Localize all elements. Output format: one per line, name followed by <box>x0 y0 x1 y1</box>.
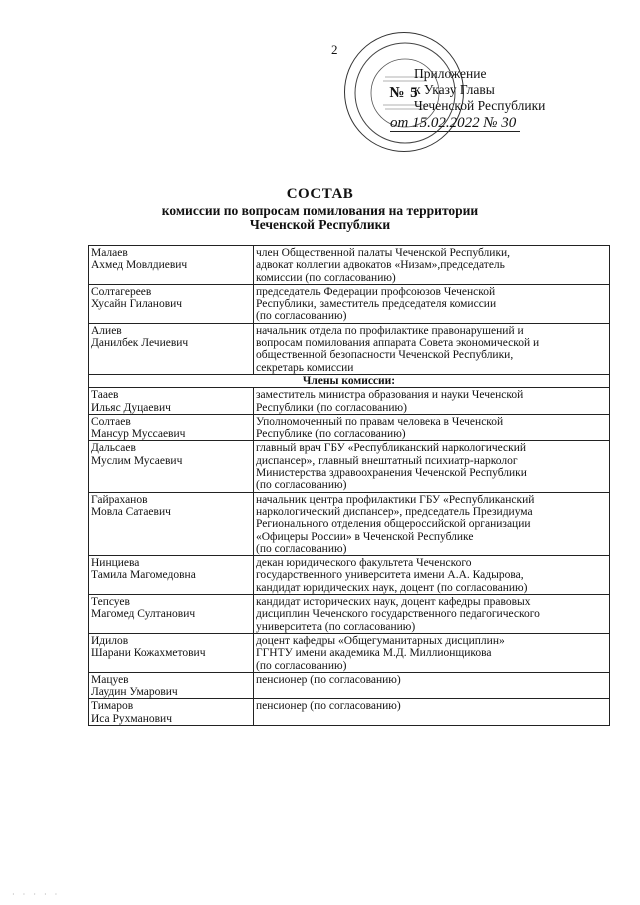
member-position-line: наркологический диспансер», председатель Президиума <box>256 505 533 518</box>
member-position-line: (по согласованию) <box>256 659 347 672</box>
member-given-names: Ахмед Мовлдиевич <box>91 259 188 272</box>
member-given-names: Магомед Султанович <box>91 608 196 621</box>
member-given-names: Хусайн Гиланович <box>91 298 183 311</box>
members-section-heading: Члены комиссии: <box>89 374 610 387</box>
member-position-line: диспансер», главный внештатный психиатр-нарколог <box>256 454 518 467</box>
member-name-cell <box>89 414 254 441</box>
member-given-names: Ильяс Дуцаевич <box>91 401 171 414</box>
member-position-line: начальник центра профилактики ГБУ «Республиканский <box>256 493 535 506</box>
member-position-cell <box>254 388 610 415</box>
member-given-names: Мансур Муссаевич <box>91 428 186 441</box>
member-name-cell <box>89 672 254 699</box>
member-position-line: государственного университета имени А.А. Кадырова, <box>256 569 524 582</box>
member-name-cell <box>89 246 254 285</box>
roster-row <box>89 246 610 285</box>
member-position-cell <box>254 556 610 595</box>
member-position-line: ГГНТУ имени академика М.Д. Миллионщикова <box>256 647 492 660</box>
member-name-cell <box>89 284 254 323</box>
member-position-line: (по согласованию) <box>256 310 347 323</box>
appendix-line-3: Чеченской Республики <box>414 98 546 113</box>
member-surname: Малаев <box>91 247 128 259</box>
member-position-line: Республики, заместитель председателя комиссии <box>256 298 497 311</box>
member-position-line: общественной безопасности Чеченской Республики, <box>256 349 514 362</box>
member-surname: Тепсуев <box>91 596 130 609</box>
roster-row <box>89 284 610 323</box>
document-subtitle <box>0 204 640 232</box>
member-given-names: Муслим Мусаевич <box>91 454 183 467</box>
member-position-line: председатель Федерации профсоюзов Чеченской <box>256 285 496 298</box>
page-number: 2 <box>331 42 338 57</box>
member-position-cell <box>254 323 610 374</box>
member-position-line: Уполномоченный по правам человека в Чеченской <box>256 415 504 428</box>
member-position-line: главный врач ГБУ «Республиканский наркологический <box>256 442 527 455</box>
member-given-names: Тамила Магомедовна <box>91 569 196 582</box>
member-position-cell <box>254 246 610 285</box>
member-position-line: кандидат юридических наук, доцент (по согласованию) <box>256 581 528 594</box>
members-section-row <box>89 374 610 387</box>
roster-row <box>89 441 610 492</box>
member-position-cell <box>254 672 610 699</box>
member-name-cell <box>89 595 254 634</box>
member-position-cell <box>254 284 610 323</box>
member-given-names: Мовла Сатаевич <box>91 505 171 518</box>
member-given-names: Иса Рухманович <box>91 712 172 725</box>
roster-row <box>89 556 610 595</box>
member-surname: Гайраханов <box>91 493 148 506</box>
seal-number: № 5 <box>389 85 419 101</box>
member-name-cell <box>89 699 254 726</box>
member-given-names: Лаудин Умарович <box>91 686 178 699</box>
member-surname: Солтагереев <box>91 285 152 298</box>
member-position-cell <box>254 633 610 672</box>
member-surname: Тимаров <box>91 700 134 713</box>
member-surname: Нинциева <box>91 557 140 570</box>
member-given-names: Данилбек Лечиевич <box>91 337 189 350</box>
member-position-line: член Общественной палаты Чеченской Республики, <box>256 247 511 259</box>
member-position-line: доцент кафедры «Общегуманитарных дисциплин» <box>256 634 505 647</box>
member-position-line: пенсионер (по согласованию) <box>256 700 401 713</box>
member-position-cell <box>254 414 610 441</box>
decree-date-number: от 15.02.2022 № 30 <box>390 115 520 132</box>
roster-row <box>89 323 610 374</box>
member-given-names: Шарани Кожахметович <box>91 647 206 660</box>
member-position-line: Министерства здравоохранения Чеченской Республики <box>256 467 527 480</box>
roster-row <box>89 633 610 672</box>
member-position-cell <box>254 595 610 634</box>
commission-roster-table <box>88 245 610 726</box>
member-position-line: университета (по согласованию) <box>256 620 416 633</box>
appendix-line-2: к Указу Главы <box>414 82 495 97</box>
member-position-line: дисциплин Чеченского государственного педагогического <box>256 608 540 621</box>
member-position-line: Республике (по согласованию) <box>256 428 406 441</box>
member-name-cell <box>89 633 254 672</box>
member-name-cell <box>89 323 254 374</box>
member-surname: Дальсаев <box>91 442 136 455</box>
member-position-line: адвокат коллегии адвокатов «Низам»,председатель <box>256 259 505 272</box>
appendix-line-1: Приложение <box>414 66 487 81</box>
member-position-line: начальник отдела по профилактике правонарушений и <box>256 324 524 337</box>
subtitle-line-2: Чеченской Республики <box>249 217 391 232</box>
member-position-cell <box>254 441 610 492</box>
document-title: СОСТАВ <box>286 186 354 202</box>
member-name-cell <box>89 388 254 415</box>
member-position-line: секретарь комиссии <box>256 361 354 374</box>
subtitle-line-1: комиссии по вопросам помилования на территории <box>161 203 479 218</box>
member-position-line: кандидат исторических наук, доцент кафедры правовых <box>256 596 531 609</box>
member-position-line: пенсионер (по согласованию) <box>256 673 401 686</box>
scan-footer-marks: · · · · · <box>12 890 61 899</box>
roster-row <box>89 388 610 415</box>
member-name-cell <box>89 556 254 595</box>
member-position-cell <box>254 699 610 726</box>
member-surname: Мацуев <box>91 673 129 686</box>
roster-row <box>89 672 610 699</box>
member-position-line: заместитель министра образования и науки Чеченской <box>256 389 524 402</box>
member-position-line: «Офицеры России» в Чеченской Республике <box>256 530 474 543</box>
member-position-line: (по согласованию) <box>256 542 347 555</box>
member-position-line: Регионального отделения общероссийской организации <box>256 518 531 531</box>
member-position-line: декан юридического факультета Чеченского <box>256 557 472 570</box>
roster-row <box>89 492 610 555</box>
member-surname: Алиев <box>91 324 122 337</box>
member-name-cell <box>89 441 254 492</box>
member-position-line: вопросам помилования аппарата Совета экономической и <box>256 337 540 350</box>
member-surname: Тааев <box>91 389 119 402</box>
member-position-line: комиссии (по согласованию) <box>256 271 396 284</box>
member-surname: Солтаев <box>91 415 131 428</box>
member-surname: Идилов <box>91 634 129 647</box>
roster-row <box>89 595 610 634</box>
roster-row <box>89 414 610 441</box>
member-name-cell <box>89 492 254 555</box>
member-position-line: Республики (по согласованию) <box>256 401 407 414</box>
roster-row <box>89 699 610 726</box>
member-position-cell <box>254 492 610 555</box>
member-position-line: (по согласованию) <box>256 479 347 492</box>
